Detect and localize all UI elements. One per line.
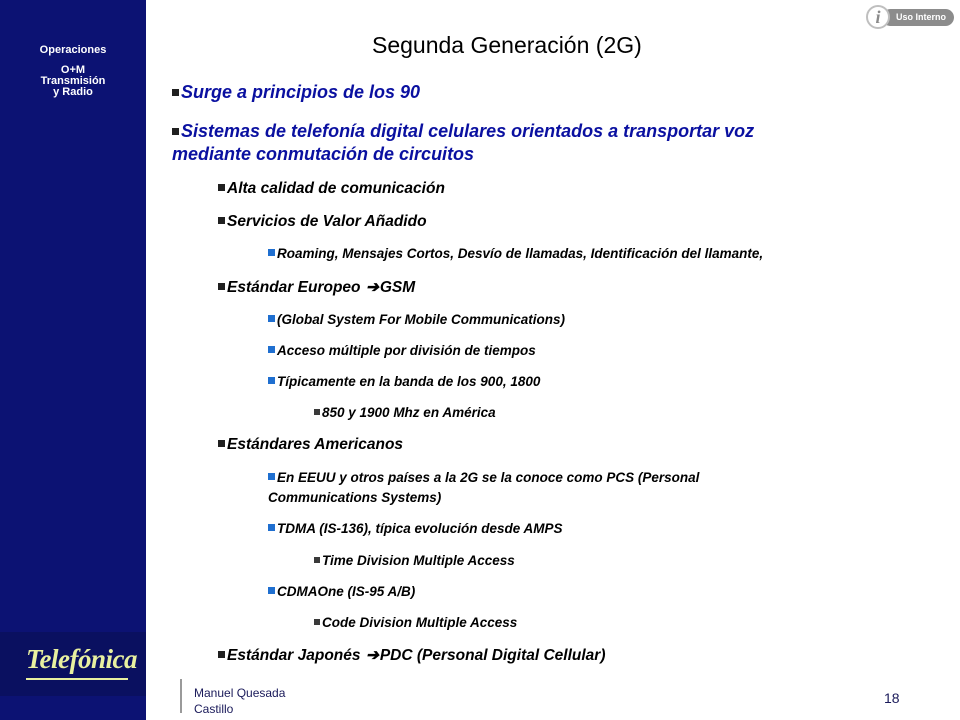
footer-divider <box>180 679 182 713</box>
arrow-right-icon: ➔ <box>365 279 379 296</box>
bullet-icon <box>172 89 179 96</box>
bullet-roaming <box>268 246 763 261</box>
bullet-sistemas-line2: mediante conmutación de circuitos <box>172 144 475 164</box>
bullet-icon <box>268 473 275 480</box>
bullet-icon <box>218 217 225 224</box>
sidebar-line-radio: y Radio <box>53 86 93 98</box>
bullet-eeuu-line1 <box>268 470 699 485</box>
bullet-icon <box>218 184 225 191</box>
bullet-tdma <box>268 521 563 536</box>
bullet-icon <box>314 557 320 563</box>
bullet-text: Estándar Europeo <box>227 279 365 296</box>
bullet-text: Code Division Multiple Access <box>322 615 518 630</box>
bullet-icon <box>314 619 320 625</box>
bullet-icon <box>268 346 275 353</box>
bullet-alta <box>218 180 445 198</box>
bullet-sistemas-line1 <box>172 121 754 142</box>
bullet-icon <box>218 440 225 447</box>
slide-title: Segunda Generación (2G) <box>372 32 642 58</box>
bullet-gsm <box>268 312 565 327</box>
bullet-surge <box>172 82 420 103</box>
bullet-tipicamente <box>268 374 540 389</box>
bullet-text: TDMA (IS-136), típica evolución desde AMPS <box>277 521 563 536</box>
bullet-tdma-full <box>314 553 515 568</box>
bullet-text: Roaming, Mensajes Cortos, Desvío de llamadas, Identificación del llamante, <box>277 246 764 261</box>
bullet-cdma-full <box>314 615 517 630</box>
author-line1: Manuel Quesada <box>194 686 286 700</box>
bullet-america <box>314 405 496 420</box>
bullet-icon <box>268 249 275 256</box>
bullet-eeuu-line2: Communications Systems) <box>268 490 442 505</box>
bullet-text: Surge a principios de los 90 <box>181 82 421 102</box>
author-line2: Castillo <box>194 702 234 716</box>
bullet-text: GSM <box>379 279 416 296</box>
bullet-europeo <box>218 278 415 297</box>
bullet-icon <box>268 377 275 384</box>
bullet-text: (Global System For Mobile Communications) <box>277 312 566 327</box>
bullet-text: Estándares Americanos <box>227 436 404 453</box>
bullet-americanos <box>218 436 403 454</box>
arrow-right-icon: ➔ <box>365 647 379 664</box>
bullet-text: Acceso múltiple por división de tiempos <box>277 343 536 358</box>
bullet-text: Time Division Multiple Access <box>322 553 515 568</box>
sidebar-line-operaciones: Operaciones <box>39 44 107 56</box>
bullet-text: Sistemas de telefonía digital celulares orientados a transportar voz <box>181 121 755 141</box>
bullet-icon <box>218 651 225 658</box>
uso-interno-badge <box>866 5 956 31</box>
bullet-icon <box>268 524 275 531</box>
bullet-icon <box>172 128 179 135</box>
bullet-text: Típicamente en la banda de los 900, 1800 <box>277 374 541 389</box>
logo-underline <box>26 678 128 680</box>
sidebar <box>0 0 146 720</box>
info-icon: i <box>866 5 890 29</box>
badge-label: Uso Interno <box>882 9 954 26</box>
bullet-acceso <box>268 343 536 358</box>
bullet-icon <box>218 283 225 290</box>
telefonica-logo: Telefónica <box>26 644 137 674</box>
bullet-text: Alta calidad de comunicación <box>227 180 445 197</box>
bullet-text: Servicios de Valor Añadido <box>227 213 427 230</box>
bullet-text: Estándar Japonés <box>227 647 365 664</box>
bullet-text: 850 y 1900 Mhz en América <box>322 405 496 420</box>
bullet-icon <box>268 587 275 594</box>
bullet-icon <box>268 315 275 322</box>
page-number: 18 <box>884 690 900 706</box>
bullet-japones <box>218 646 606 665</box>
bullet-text: CDMAOne (IS-95 A/B) <box>277 584 416 599</box>
bullet-text: PDC (Personal Digital Cellular) <box>379 647 606 664</box>
sidebar-line-transmision: Transmisión <box>40 75 106 87</box>
bullet-cdma <box>268 584 415 599</box>
bullet-text: En EEUU y otros países a la 2G se la conoce como PCS (Personal <box>277 470 700 485</box>
sidebar-line-om: O+M <box>60 64 86 76</box>
bullet-servicios <box>218 213 427 231</box>
footer-author <box>194 685 285 717</box>
bullet-icon <box>314 409 320 415</box>
